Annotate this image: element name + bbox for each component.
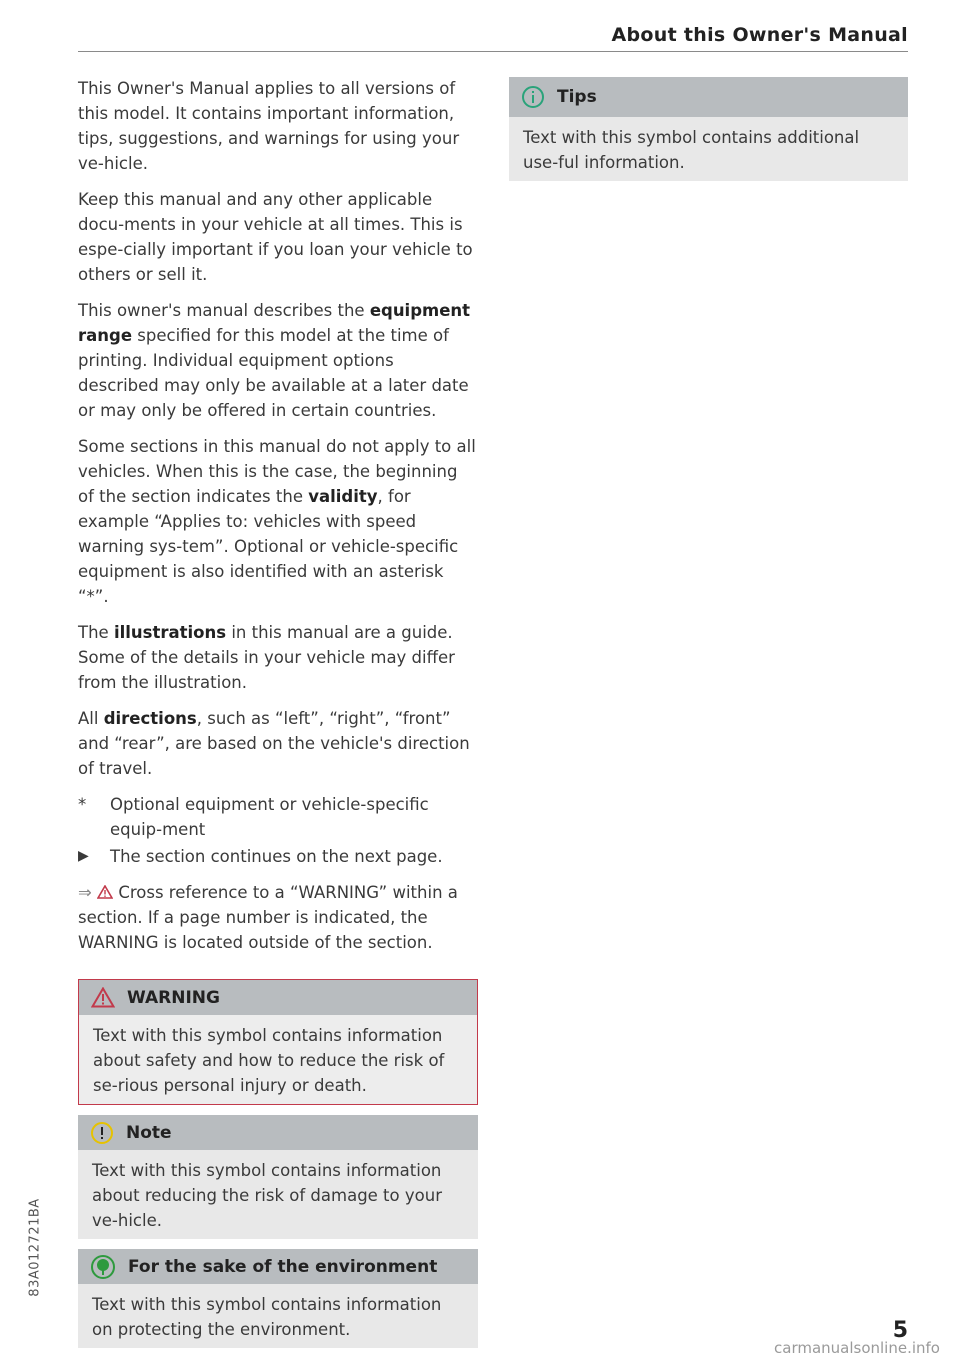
paragraph-applicability: This Owner's Manual applies to all versions of this model. It contains important information, tips, suggestions, and warnings for using your ve-hicle. (78, 79, 460, 173)
paragraph-directions: All directions, such as “left”, “right”, “front” and “rear”, are based on the vehicle's direction of travel. (78, 709, 470, 778)
legend-continues: ▶ The section continues on the next page. (78, 844, 478, 869)
exclamation-circle-icon (90, 1121, 114, 1145)
note-box-header (78, 1115, 478, 1150)
watermark: carmanualsonline.info (774, 1339, 940, 1357)
arrow-right-icon: ▶ (78, 848, 89, 864)
header-rule (78, 51, 908, 52)
environment-box-header (78, 1249, 478, 1284)
term-illustrations: illustrations (113, 623, 227, 642)
cross-reference-arrow-icon: ⇒ (78, 883, 92, 902)
warning-box-title: WARNING (127, 987, 220, 1008)
environment-box-text: Text with this symbol contains information on protecting the environment. (92, 1295, 442, 1339)
tips-box-text: Text with this symbol contains additional use-ful information. (523, 128, 860, 172)
right-column (509, 77, 908, 191)
document-code: 83A012721BA (27, 1198, 43, 1297)
environment-box (78, 1249, 478, 1348)
info-icon (521, 85, 545, 109)
warning-box-text: Text with this symbol contains information about safety and how to reduce the risk of se-rious personal injury or death. (93, 1026, 445, 1095)
paragraph-keep-manual: Keep this manual and any other applicable docu-ments in your vehicle at all times. This is espe-cially important if you loan your vehicle to others or sell it. (78, 190, 473, 284)
tips-box-title: Tips (557, 87, 597, 107)
environment-box-title: For the sake of the environment (128, 1256, 438, 1277)
term-equipment-range: equipment range (78, 301, 471, 345)
left-column (78, 76, 478, 1358)
asterisk-symbol: * (78, 795, 87, 814)
legend-asterisk: * Optional equipment or vehicle-specific equip-ment (78, 792, 478, 842)
note-box (78, 1115, 478, 1239)
page-number: 5 (892, 1318, 908, 1343)
warning-triangle-icon (91, 987, 115, 1008)
term-directions: directions (103, 709, 197, 728)
paragraph-equipment-range: This owner's manual describes the equipment range specified for this model at the time of printing. Individual equipment options described may only be available at a later date or may only be offered in certain countries. (78, 301, 471, 420)
paragraph-illustrations: The illustrations in this manual are a guide. Some of the details in your vehicle may differ from the illustration. (78, 623, 455, 692)
tips-box-header (509, 77, 908, 117)
paragraph-validity: Some sections in this manual do not apply to all vehicles. When this is the case, the beginning of the section indicates the validity, for example “Applies to: vehicles with speed warning sys-tem”. Optional or vehicle-specific equipment is also identified with an asterisk “*”. (78, 437, 476, 606)
paragraph-cross-reference: ⇒ Cross reference to a “WARNING” within a section. If a page number is indicated, the WARNING is located outside of the section. (78, 883, 458, 952)
warning-triangle-icon (97, 885, 113, 899)
page-header-title: About this Owner's Manual (611, 24, 908, 46)
warning-box-header (79, 980, 477, 1015)
note-box-text: Text with this symbol contains information about reducing the risk of damage to your ve-hicle. (92, 1161, 442, 1230)
environment-tree-icon (90, 1254, 116, 1280)
note-box-title: Note (126, 1122, 172, 1143)
warning-box (78, 979, 478, 1105)
tips-box (509, 77, 908, 181)
term-validity: validity (308, 487, 378, 506)
